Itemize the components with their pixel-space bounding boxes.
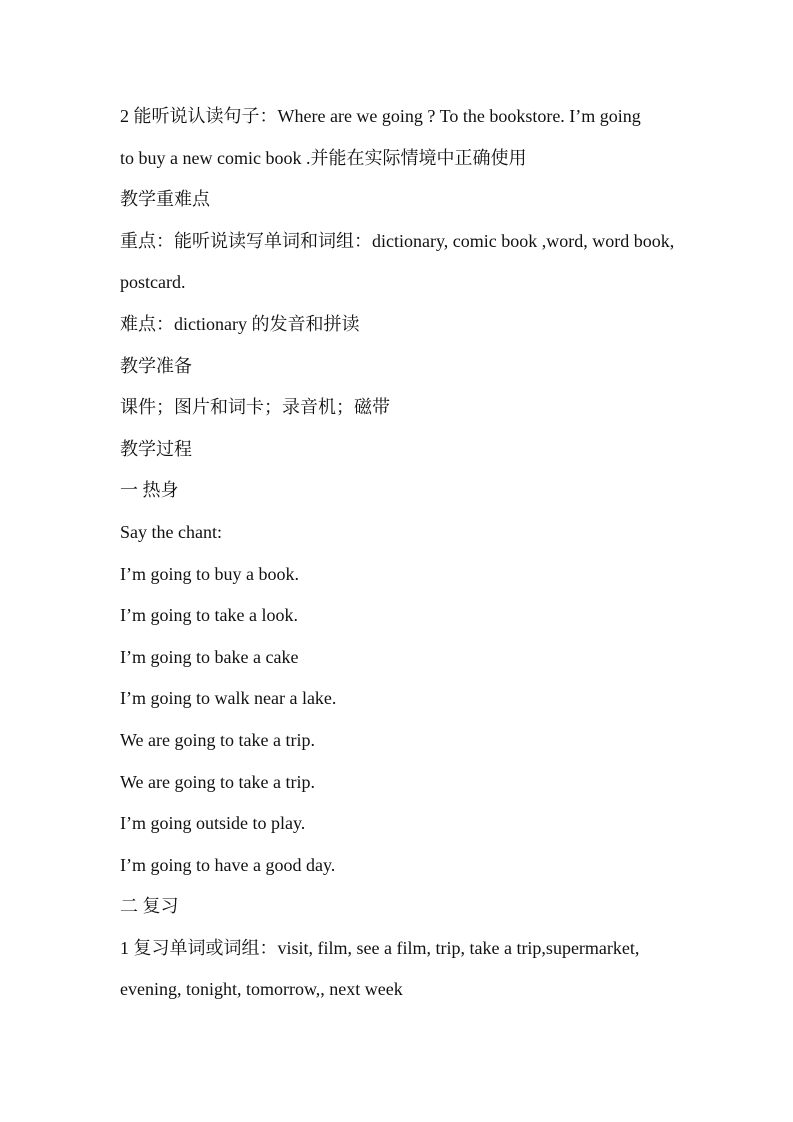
text-line: Say the chant: (120, 521, 222, 542)
document-body (120, 96, 680, 1011)
subsection-heading: 二 复习 (120, 896, 179, 917)
chant-line: I’m going to take a look. (120, 605, 298, 626)
chant-line: We are going to take a trip. (120, 729, 315, 750)
text-line: 课件；图片和词卡；录音机；磁带 (120, 397, 390, 418)
chant-line: I’m going to have a good day. (120, 854, 336, 875)
chant-line: I’m going to walk near a lake. (120, 688, 337, 709)
section-heading: 教学准备 (120, 355, 192, 376)
text-line: 2 能听说认读句子：Where are we going ? To the bookstore. I’m going (120, 106, 641, 126)
subsection-heading: 一 热身 (120, 480, 179, 501)
text-line: evening, tonight, tomorrow,, next week (120, 979, 403, 1000)
chant-line: We are going to take a trip. (120, 771, 315, 792)
text-line: 1 复习单词或词组：visit, film, see a film, trip, take a trip,supermarket, (120, 937, 640, 958)
section-heading: 教学过程 (120, 438, 192, 459)
chant-line: I’m going to bake a cake (120, 646, 299, 667)
chant-line: I’m going to buy a book. (120, 563, 299, 584)
text-line: 难点：dictionary 的发音和拼读 (120, 313, 360, 334)
section-heading: 教学重难点 (120, 189, 210, 210)
text-line: to buy a new comic book .并能在实际情境中正确使用 (120, 147, 527, 168)
text-line: 重点：能听说读写单词和词组：dictionary, comic book ,word, word book, (120, 230, 675, 251)
chant-line: I’m going outside to play. (120, 813, 306, 834)
text-line: postcard. (120, 272, 186, 293)
